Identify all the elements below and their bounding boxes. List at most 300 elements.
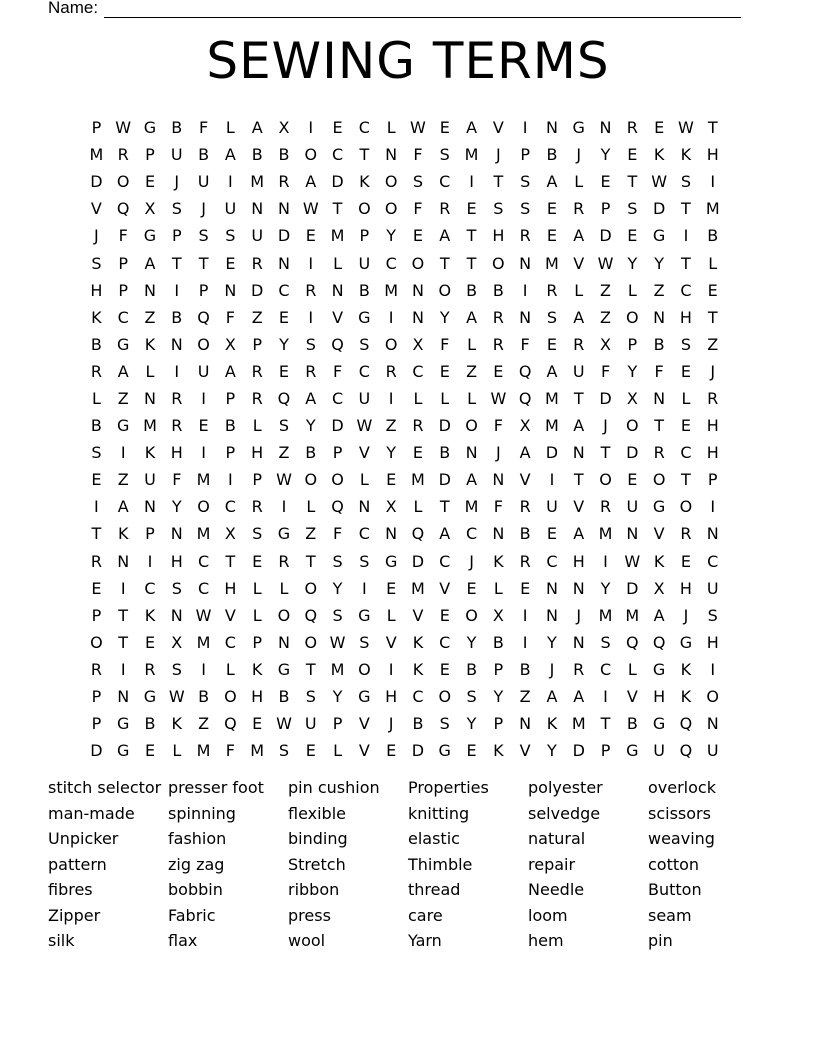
grid-letter[interactable]: A	[251, 118, 263, 138]
grid-letter[interactable]: N	[224, 280, 237, 300]
grid-letter[interactable]: K	[144, 443, 156, 463]
grid-letter[interactable]: O	[652, 470, 666, 490]
grid-letter[interactable]: Z	[519, 687, 531, 707]
grid-letter[interactable]: C	[358, 118, 370, 138]
grid-letter[interactable]: T	[91, 524, 102, 544]
grid-letter[interactable]: L	[386, 118, 396, 138]
grid-letter[interactable]: X	[412, 334, 424, 354]
grid-letter[interactable]: G	[679, 632, 693, 652]
grid-letter[interactable]: A	[546, 172, 558, 192]
grid-letter[interactable]: I	[388, 659, 394, 679]
grid-letter[interactable]: L	[467, 334, 477, 354]
grid-letter[interactable]: T	[305, 659, 316, 679]
grid-letter[interactable]: T	[118, 632, 129, 652]
grid-letter[interactable]: P	[600, 741, 611, 761]
grid-letter[interactable]: R	[251, 388, 263, 408]
grid-letter[interactable]: Q	[679, 714, 693, 734]
grid-letter[interactable]: G	[358, 605, 371, 625]
grid-letter[interactable]: X	[385, 497, 397, 517]
grid-letter[interactable]: N	[519, 714, 532, 734]
grid-letter[interactable]: K	[680, 687, 692, 707]
grid-letter[interactable]: N	[170, 524, 183, 544]
grid-letter[interactable]: C	[465, 524, 478, 544]
grid-letter[interactable]: B	[466, 280, 478, 300]
grid-letter[interactable]: T	[332, 199, 343, 219]
grid-letter[interactable]: R	[573, 334, 585, 354]
grid-letter[interactable]: E	[439, 605, 450, 625]
grid-letter[interactable]: E	[439, 118, 450, 138]
grid-letter[interactable]: Q	[224, 714, 237, 734]
grid-letter[interactable]: U	[358, 253, 371, 273]
grid-letter[interactable]: N	[144, 388, 156, 408]
grid-letter[interactable]: H	[706, 632, 719, 652]
grid-letter[interactable]: M	[571, 714, 586, 734]
grid-letter[interactable]: C	[439, 632, 451, 652]
grid-letter[interactable]: W	[195, 605, 212, 625]
grid-letter[interactable]: B	[519, 524, 531, 544]
grid-letter[interactable]: A	[117, 361, 129, 381]
grid-letter[interactable]: E	[546, 199, 557, 219]
grid-letter[interactable]: F	[654, 361, 664, 381]
grid-letter[interactable]: D	[572, 741, 585, 761]
grid-letter[interactable]: Z	[251, 307, 263, 327]
grid-letter[interactable]: S	[332, 605, 343, 625]
grid-letter[interactable]: D	[626, 443, 639, 463]
grid-letter[interactable]: C	[358, 524, 370, 544]
grid-letter[interactable]: E	[144, 172, 156, 192]
grid-letter[interactable]: K	[359, 172, 370, 192]
grid-letter[interactable]: O	[626, 416, 639, 436]
grid-letter[interactable]: I	[603, 687, 608, 707]
grid-letter[interactable]: U	[653, 741, 665, 761]
grid-letter[interactable]: E	[493, 361, 504, 381]
grid-letter[interactable]: O	[224, 687, 237, 707]
grid-letter[interactable]: A	[144, 253, 156, 273]
grid-letter[interactable]: Q	[331, 497, 344, 517]
grid-letter[interactable]: T	[573, 470, 584, 490]
grid-letter[interactable]: M	[384, 280, 399, 300]
grid-letter[interactable]: G	[438, 741, 451, 761]
grid-letter[interactable]: N	[706, 714, 719, 734]
grid-letter[interactable]: M	[545, 253, 559, 273]
grid-letter[interactable]: I	[228, 172, 233, 192]
grid-letter[interactable]: O	[626, 307, 639, 327]
grid-letter[interactable]: R	[573, 659, 585, 679]
grid-letter[interactable]: U	[706, 741, 719, 761]
grid-letter[interactable]: W	[410, 118, 426, 138]
grid-letter[interactable]: G	[626, 741, 639, 761]
grid-letter[interactable]: P	[359, 226, 370, 246]
grid-letter[interactable]: D	[331, 416, 344, 436]
grid-letter[interactable]: L	[333, 741, 343, 761]
grid-letter[interactable]: I	[522, 118, 528, 138]
grid-letter[interactable]: T	[225, 551, 236, 571]
grid-letter[interactable]: W	[651, 172, 668, 192]
grid-letter[interactable]: V	[90, 199, 102, 219]
grid-letter[interactable]: P	[91, 118, 102, 138]
grid-letter[interactable]: E	[680, 361, 691, 381]
grid-letter[interactable]: V	[492, 118, 504, 138]
grid-letter[interactable]: L	[333, 253, 343, 273]
grid-letter[interactable]: B	[278, 687, 290, 707]
grid-letter[interactable]: D	[251, 280, 264, 300]
grid-letter[interactable]: Q	[679, 741, 693, 761]
grid-letter[interactable]: T	[359, 145, 370, 165]
grid-letter[interactable]: E	[546, 226, 557, 246]
grid-letter[interactable]: C	[439, 551, 451, 571]
grid-letter[interactable]: P	[252, 632, 262, 652]
grid-letter[interactable]: U	[197, 172, 210, 192]
grid-letter[interactable]: B	[90, 334, 102, 354]
grid-letter[interactable]: E	[144, 632, 156, 652]
grid-letter[interactable]: N	[385, 524, 398, 544]
grid-letter[interactable]: B	[198, 687, 210, 707]
grid-letter[interactable]: G	[116, 741, 130, 761]
grid-letter[interactable]: S	[278, 741, 290, 761]
grid-letter[interactable]: T	[439, 253, 450, 273]
grid-letter[interactable]: A	[519, 443, 531, 463]
grid-letter[interactable]: Y	[466, 632, 477, 652]
grid-letter[interactable]: O	[116, 172, 130, 192]
grid-letter[interactable]: F	[225, 307, 235, 327]
grid-letter[interactable]: A	[573, 226, 585, 246]
grid-letter[interactable]: G	[116, 416, 130, 436]
grid-letter[interactable]: H	[170, 443, 183, 463]
grid-letter[interactable]: D	[626, 578, 639, 598]
grid-letter[interactable]: B	[466, 659, 478, 679]
grid-letter[interactable]: U	[144, 470, 156, 490]
grid-letter[interactable]: L	[172, 741, 182, 761]
grid-letter[interactable]: I	[228, 470, 233, 490]
grid-letter[interactable]: U	[546, 497, 558, 517]
grid-letter[interactable]: G	[652, 497, 666, 517]
grid-letter[interactable]: O	[358, 659, 371, 679]
grid-letter[interactable]: N	[411, 280, 424, 300]
grid-letter[interactable]: K	[412, 659, 424, 679]
grid-letter[interactable]: Z	[600, 307, 612, 327]
grid-letter[interactable]: M	[545, 416, 559, 436]
grid-letter[interactable]: N	[277, 253, 290, 273]
grid-letter[interactable]: U	[224, 199, 237, 219]
grid-letter[interactable]: J	[174, 172, 180, 192]
grid-letter[interactable]: N	[706, 524, 719, 544]
grid-letter[interactable]: I	[362, 578, 367, 598]
grid-letter[interactable]: Y	[600, 145, 611, 165]
grid-letter[interactable]: E	[627, 226, 638, 246]
grid-letter[interactable]: E	[680, 416, 691, 436]
grid-letter[interactable]: R	[573, 199, 585, 219]
grid-letter[interactable]: V	[385, 632, 397, 652]
grid-letter[interactable]: S	[332, 551, 343, 571]
grid-letter[interactable]: T	[707, 307, 718, 327]
grid-letter[interactable]: V	[653, 524, 665, 544]
grid-letter[interactable]: I	[603, 551, 608, 571]
grid-letter[interactable]: A	[439, 524, 451, 544]
grid-letter[interactable]: A	[573, 524, 585, 544]
grid-letter[interactable]: S	[493, 199, 504, 219]
grid-letter[interactable]: I	[710, 659, 716, 679]
grid-letter[interactable]: P	[520, 145, 530, 165]
grid-letter[interactable]: F	[172, 470, 182, 490]
grid-letter[interactable]: V	[519, 741, 531, 761]
grid-letter[interactable]: Q	[518, 388, 532, 408]
grid-letter[interactable]: M	[196, 632, 211, 652]
grid-letter[interactable]: Y	[600, 578, 611, 598]
grid-letter[interactable]: F	[413, 145, 423, 165]
grid-letter[interactable]: S	[627, 199, 638, 219]
grid-letter[interactable]: K	[251, 659, 263, 679]
grid-letter[interactable]: A	[546, 687, 558, 707]
grid-letter[interactable]: G	[277, 524, 291, 544]
grid-letter[interactable]: C	[680, 443, 692, 463]
grid-letter[interactable]: W	[356, 416, 373, 436]
grid-letter[interactable]: V	[358, 741, 370, 761]
grid-letter[interactable]: E	[252, 551, 263, 571]
grid-letter[interactable]: U	[170, 145, 183, 165]
grid-letter[interactable]: Y	[547, 741, 557, 761]
grid-letter[interactable]: S	[359, 334, 370, 354]
grid-letter[interactable]: V	[332, 307, 344, 327]
grid-letter[interactable]: P	[707, 470, 718, 490]
grid-letter[interactable]: V	[412, 605, 424, 625]
grid-letter[interactable]: S	[171, 578, 182, 598]
grid-letter[interactable]: X	[519, 416, 531, 436]
grid-letter[interactable]: B	[358, 280, 370, 300]
grid-letter[interactable]: Y	[305, 416, 316, 436]
grid-letter[interactable]: A	[305, 172, 317, 192]
grid-letter[interactable]: K	[144, 334, 156, 354]
grid-letter[interactable]: L	[413, 388, 423, 408]
grid-letter[interactable]: J	[94, 226, 99, 246]
grid-letter[interactable]: K	[653, 551, 665, 571]
grid-letter[interactable]: N	[492, 470, 505, 490]
grid-letter[interactable]: Z	[653, 280, 665, 300]
grid-letter[interactable]: V	[439, 578, 451, 598]
grid-letter[interactable]: N	[626, 524, 639, 544]
grid-letter[interactable]: M	[89, 145, 104, 165]
grid-letter[interactable]: K	[680, 659, 692, 679]
grid-letter[interactable]: B	[519, 659, 531, 679]
grid-letter[interactable]: G	[143, 226, 157, 246]
grid-letter[interactable]: E	[707, 280, 718, 300]
grid-letter[interactable]: J	[549, 659, 555, 679]
grid-letter[interactable]: E	[600, 172, 611, 192]
grid-letter[interactable]: X	[653, 578, 665, 598]
grid-letter[interactable]: O	[331, 470, 344, 490]
grid-letter[interactable]: N	[572, 578, 585, 598]
grid-letter[interactable]: H	[385, 687, 398, 707]
grid-letter[interactable]: P	[493, 714, 504, 734]
grid-letter[interactable]: F	[493, 497, 503, 517]
grid-letter[interactable]: I	[308, 118, 314, 138]
grid-letter[interactable]: D	[90, 741, 103, 761]
grid-letter[interactable]: G	[358, 307, 371, 327]
grid-letter[interactable]: S	[680, 172, 691, 192]
grid-letter[interactable]: E	[386, 578, 397, 598]
grid-letter[interactable]: G	[572, 118, 585, 138]
grid-letter[interactable]: B	[198, 145, 210, 165]
grid-letter[interactable]: P	[91, 714, 102, 734]
grid-letter[interactable]: B	[546, 145, 558, 165]
grid-letter[interactable]: P	[225, 443, 236, 463]
grid-letter[interactable]: T	[198, 253, 209, 273]
grid-letter[interactable]: Q	[411, 524, 425, 544]
grid-letter[interactable]: A	[573, 416, 585, 436]
grid-letter[interactable]: S	[252, 524, 263, 544]
grid-letter[interactable]: I	[174, 280, 180, 300]
grid-letter[interactable]: Y	[547, 632, 557, 652]
grid-letter[interactable]: Z	[278, 443, 290, 463]
grid-letter[interactable]: C	[707, 551, 719, 571]
grid-letter[interactable]: O	[277, 605, 291, 625]
grid-letter[interactable]: W	[276, 470, 292, 490]
grid-letter[interactable]: I	[469, 172, 474, 192]
grid-letter[interactable]: O	[384, 199, 398, 219]
grid-letter[interactable]: V	[626, 687, 638, 707]
grid-letter[interactable]: M	[196, 524, 211, 544]
grid-letter[interactable]: B	[439, 443, 451, 463]
grid-letter[interactable]: Z	[117, 388, 129, 408]
grid-letter[interactable]: R	[492, 334, 504, 354]
grid-letter[interactable]: Y	[627, 253, 638, 273]
grid-letter[interactable]: L	[467, 388, 477, 408]
grid-letter[interactable]: J	[469, 551, 474, 571]
grid-letter[interactable]: R	[492, 307, 504, 327]
grid-letter[interactable]: B	[251, 145, 263, 165]
grid-letter[interactable]: S	[466, 687, 477, 707]
grid-letter[interactable]: H	[653, 687, 666, 707]
grid-letter[interactable]: H	[224, 578, 237, 598]
grid-letter[interactable]: P	[91, 605, 102, 625]
grid-letter[interactable]: E	[627, 470, 638, 490]
grid-letter[interactable]: R	[251, 253, 263, 273]
grid-letter[interactable]: A	[573, 687, 585, 707]
grid-letter[interactable]: S	[305, 334, 316, 354]
grid-letter[interactable]: X	[626, 388, 638, 408]
grid-letter[interactable]: R	[519, 497, 531, 517]
grid-letter[interactable]: V	[573, 253, 585, 273]
grid-letter[interactable]: J	[576, 145, 582, 165]
grid-letter[interactable]: M	[196, 741, 211, 761]
grid-letter[interactable]: E	[520, 578, 531, 598]
grid-letter[interactable]: L	[252, 605, 262, 625]
grid-letter[interactable]: N	[545, 118, 558, 138]
grid-letter[interactable]: R	[626, 118, 638, 138]
grid-letter[interactable]: R	[412, 416, 424, 436]
grid-letter[interactable]: T	[305, 551, 316, 571]
grid-letter[interactable]: M	[143, 416, 157, 436]
grid-letter[interactable]: A	[224, 361, 236, 381]
grid-letter[interactable]: X	[224, 334, 236, 354]
grid-letter[interactable]: S	[439, 145, 450, 165]
grid-letter[interactable]: E	[680, 551, 691, 571]
grid-letter[interactable]: B	[171, 118, 183, 138]
grid-letter[interactable]: O	[304, 145, 318, 165]
grid-letter[interactable]: M	[330, 659, 345, 679]
grid-letter[interactable]: L	[681, 388, 691, 408]
grid-letter[interactable]: S	[91, 443, 102, 463]
grid-letter[interactable]: R	[251, 497, 263, 517]
grid-letter[interactable]: S	[305, 687, 316, 707]
grid-letter[interactable]: W	[490, 388, 507, 408]
grid-letter[interactable]: I	[388, 307, 394, 327]
grid-letter[interactable]: T	[627, 172, 638, 192]
grid-letter[interactable]: S	[278, 416, 290, 436]
grid-letter[interactable]: B	[492, 280, 504, 300]
grid-letter[interactable]: C	[117, 307, 129, 327]
grid-letter[interactable]: L	[574, 280, 584, 300]
grid-letter[interactable]: S	[225, 226, 236, 246]
grid-letter[interactable]: Q	[518, 361, 532, 381]
grid-letter[interactable]: O	[411, 253, 425, 273]
grid-letter[interactable]: K	[117, 524, 129, 544]
grid-letter[interactable]: F	[225, 741, 235, 761]
grid-letter[interactable]: T	[171, 253, 182, 273]
grid-letter[interactable]: A	[117, 497, 129, 517]
grid-letter[interactable]: C	[224, 497, 236, 517]
grid-letter[interactable]: P	[252, 334, 262, 354]
grid-letter[interactable]: X	[492, 605, 504, 625]
grid-letter[interactable]: P	[252, 470, 262, 490]
grid-letter[interactable]: M	[598, 605, 613, 625]
grid-letter[interactable]: N	[170, 605, 183, 625]
grid-letter[interactable]: R	[680, 524, 692, 544]
grid-letter[interactable]: Z	[198, 714, 210, 734]
grid-letter[interactable]: K	[144, 605, 156, 625]
grid-letter[interactable]: X	[224, 524, 236, 544]
grid-letter[interactable]: U	[626, 497, 639, 517]
grid-letter[interactable]: J	[495, 443, 501, 463]
grid-letter[interactable]: I	[120, 659, 126, 679]
grid-letter[interactable]: R	[385, 361, 397, 381]
grid-letter[interactable]: H	[90, 280, 103, 300]
grid-letter[interactable]: I	[94, 497, 99, 517]
grid-letter[interactable]: R	[117, 145, 129, 165]
grid-letter[interactable]: T	[439, 497, 450, 517]
grid-letter[interactable]: N	[492, 524, 505, 544]
grid-letter[interactable]: B	[224, 416, 236, 436]
grid-letter[interactable]: I	[308, 253, 314, 273]
grid-letter[interactable]: A	[466, 118, 478, 138]
grid-letter[interactable]: N	[545, 605, 558, 625]
grid-letter[interactable]: S	[171, 199, 182, 219]
grid-letter[interactable]: C	[331, 145, 344, 165]
grid-letter[interactable]: W	[276, 714, 292, 734]
grid-letter[interactable]: V	[358, 714, 370, 734]
grid-letter[interactable]: C	[599, 659, 612, 679]
grid-letter[interactable]: J	[683, 605, 689, 625]
grid-letter[interactable]: L	[145, 361, 155, 381]
grid-letter[interactable]: T	[707, 118, 718, 138]
grid-letter[interactable]: L	[359, 470, 369, 490]
grid-letter[interactable]: G	[116, 714, 130, 734]
grid-letter[interactable]: T	[466, 253, 477, 273]
grid-letter[interactable]: D	[411, 741, 425, 761]
grid-letter[interactable]: H	[679, 578, 692, 598]
grid-letter[interactable]: T	[681, 470, 691, 490]
grid-letter[interactable]: K	[171, 714, 183, 734]
grid-letter[interactable]: E	[412, 226, 424, 246]
grid-letter[interactable]: Z	[305, 524, 317, 544]
grid-letter[interactable]: L	[627, 280, 637, 300]
grid-letter[interactable]: E	[546, 334, 557, 354]
grid-letter[interactable]: M	[330, 226, 345, 246]
grid-letter[interactable]: D	[331, 172, 344, 192]
grid-letter[interactable]: O	[492, 253, 505, 273]
grid-letter[interactable]: N	[572, 632, 585, 652]
grid-letter[interactable]: H	[706, 443, 719, 463]
grid-letter[interactable]: D	[545, 443, 559, 463]
